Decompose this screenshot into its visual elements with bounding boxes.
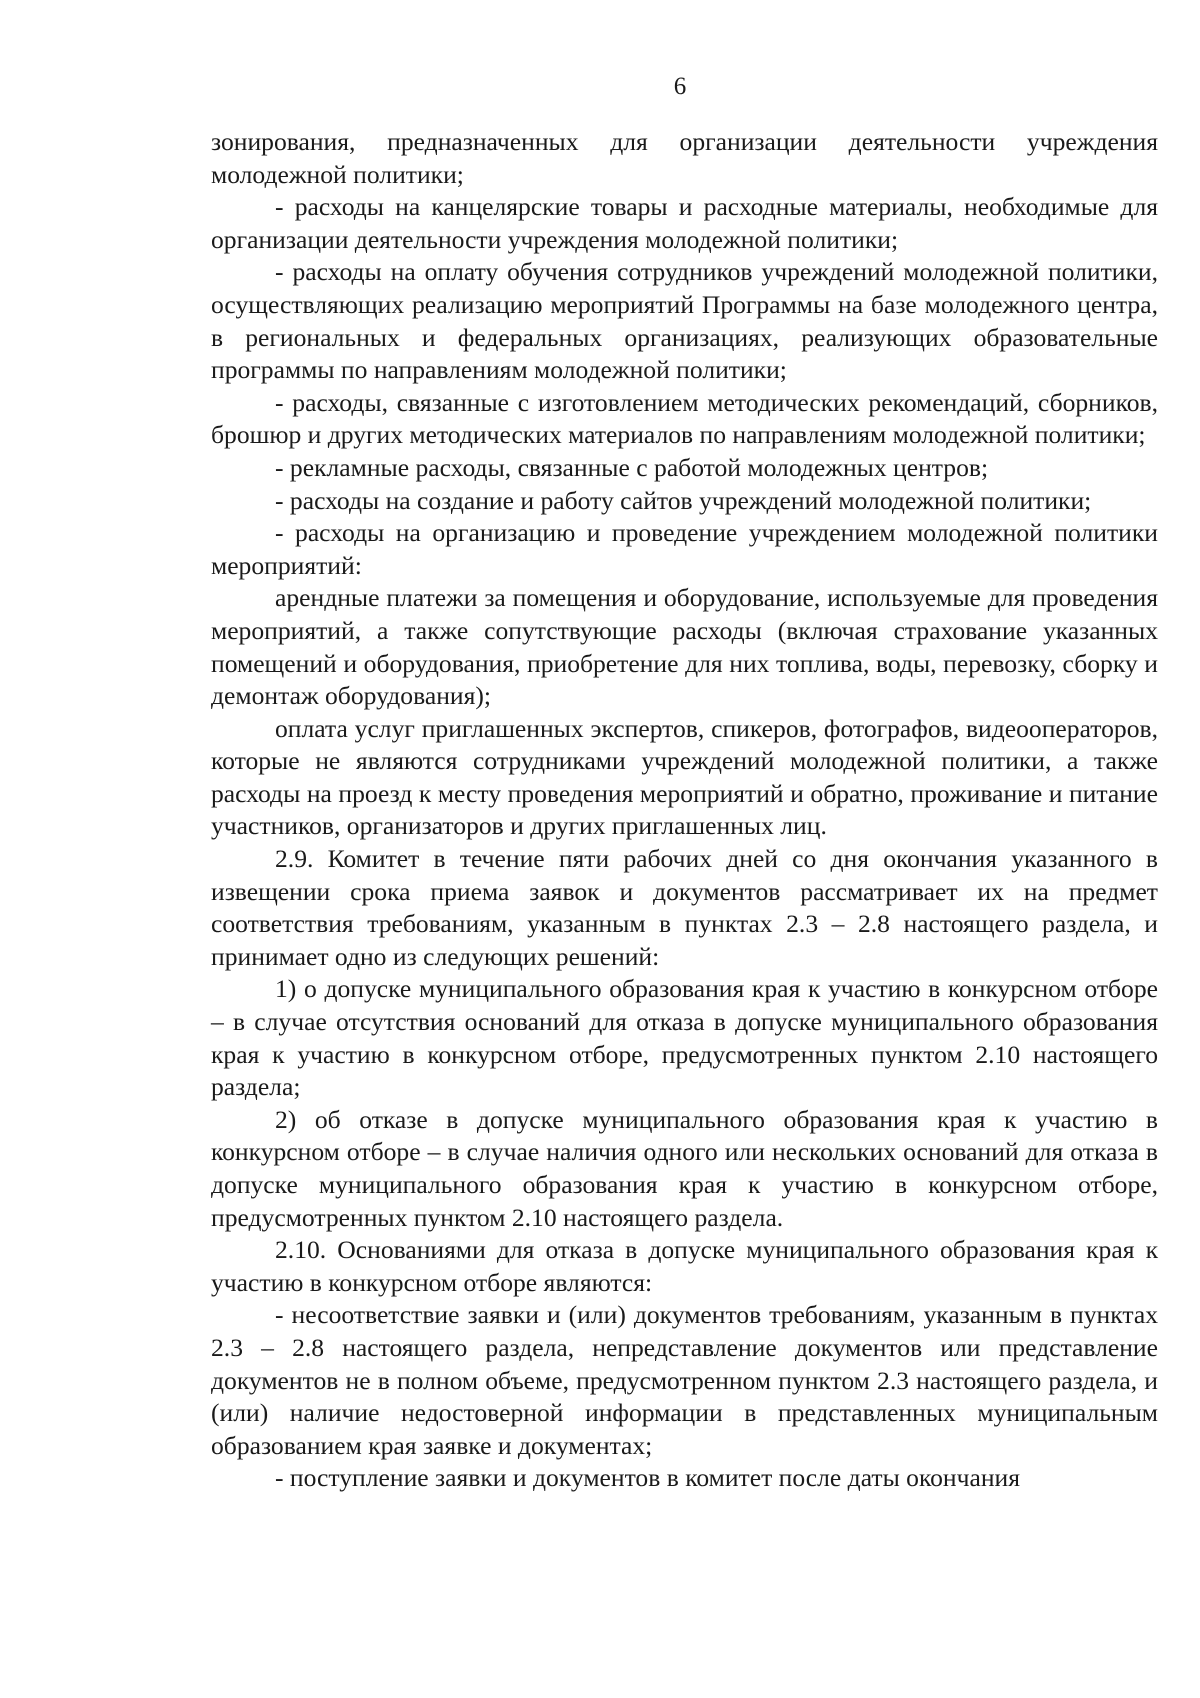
paragraph: 1) о допуске муниципального образования края к участию в конкурсном отборе – в случае отсутствия оснований для отказа в допуске муниципального образования края к участию в конкурсном отборе, предусмотренных пунктом 2.10 настоящего раздела; (211, 974, 1158, 1102)
paragraph: арендные платежи за помещения и оборудование, используемые для проведения мероприятий, а также сопутствующие расходы (включая страхование указанных помещений и оборудования, приобретение для них топлива, воды, перевозку, сборку и демонтаж оборудования); (211, 583, 1158, 711)
paragraph: 2) об отказе в допуске муниципального образования края к участию в конкурсном отборе – в случае наличия одного или нескольких оснований для отказа в допуске муниципального образования края к участию в конкурсном отборе, предусмотренных пунктом 2.10 настоящего раздела. (211, 1104, 1158, 1232)
page-number (0, 72, 1200, 102)
paragraph: - расходы, связанные с изготовлением методических рекомендаций, сборников, брошюр и других методических материалов по направлениям молодежной политики; (211, 387, 1158, 450)
paragraph: - несоответствие заявки и (или) документов требованиям, указанным в пунктах 2.3 – 2.8 настоящего раздела, непредставление документов или представление документов не в полном объеме, предусмотренном пунктом 2.3 настоящего раздела, и (или) наличие недостоверной информации в представленных муниципальным образованием края заявке и документах; (211, 1300, 1158, 1460)
paragraph: - рекламные расходы, связанные с работой молодежных центров; (275, 452, 989, 482)
paragraph: 2.10. Основаниями для отказа в допуске муниципального образования края к участию в конкурсном отборе являются: (211, 1235, 1158, 1297)
document-body (211, 126, 1158, 1495)
paragraph: оплата услуг приглашенных экспертов, спикеров, фотографов, видеооператоров, которые не являются сотрудниками учреждений молодежной политики, а также расходы на проезд к месту проведения мероприятий и обратно, проживание и питание участников, организаторов и других приглашенных лиц. (211, 713, 1158, 841)
paragraph: - поступление заявки и документов в комитет после даты окончания (275, 1463, 1021, 1493)
paragraph: - расходы на создание и работу сайтов учреждений молодежной политики; (275, 485, 1092, 515)
paragraph: - расходы на организацию и проведение учреждением молодежной политики мероприятий: (211, 518, 1158, 580)
paragraph: 2.9. Комитет в течение пяти рабочих дней со дня окончания указанного в извещении срока приема заявок и документов рассматривает их на предмет соответствия требованиям, указанным в пунктах 2.3 – 2.8 настоящего раздела, и принимает одно из следующих решений: (211, 844, 1158, 971)
paragraph: зонирования, предназначенных для организации деятельности учреждения молодежной политики; (211, 127, 1158, 189)
paragraph: - расходы на оплату обучения сотрудников учреждений молодежной политики, осуществляющих реализацию мероприятий Программы на базе молодежного центра, в региональных и федеральных организациях, реализующих образовательные программы по направлениям молодежной политики; (211, 257, 1158, 385)
paragraph: - расходы на канцелярские товары и расходные материалы, необходимые для организации деятельности учреждения молодежной политики; (211, 192, 1158, 254)
page-number-text: 6 (673, 73, 687, 100)
